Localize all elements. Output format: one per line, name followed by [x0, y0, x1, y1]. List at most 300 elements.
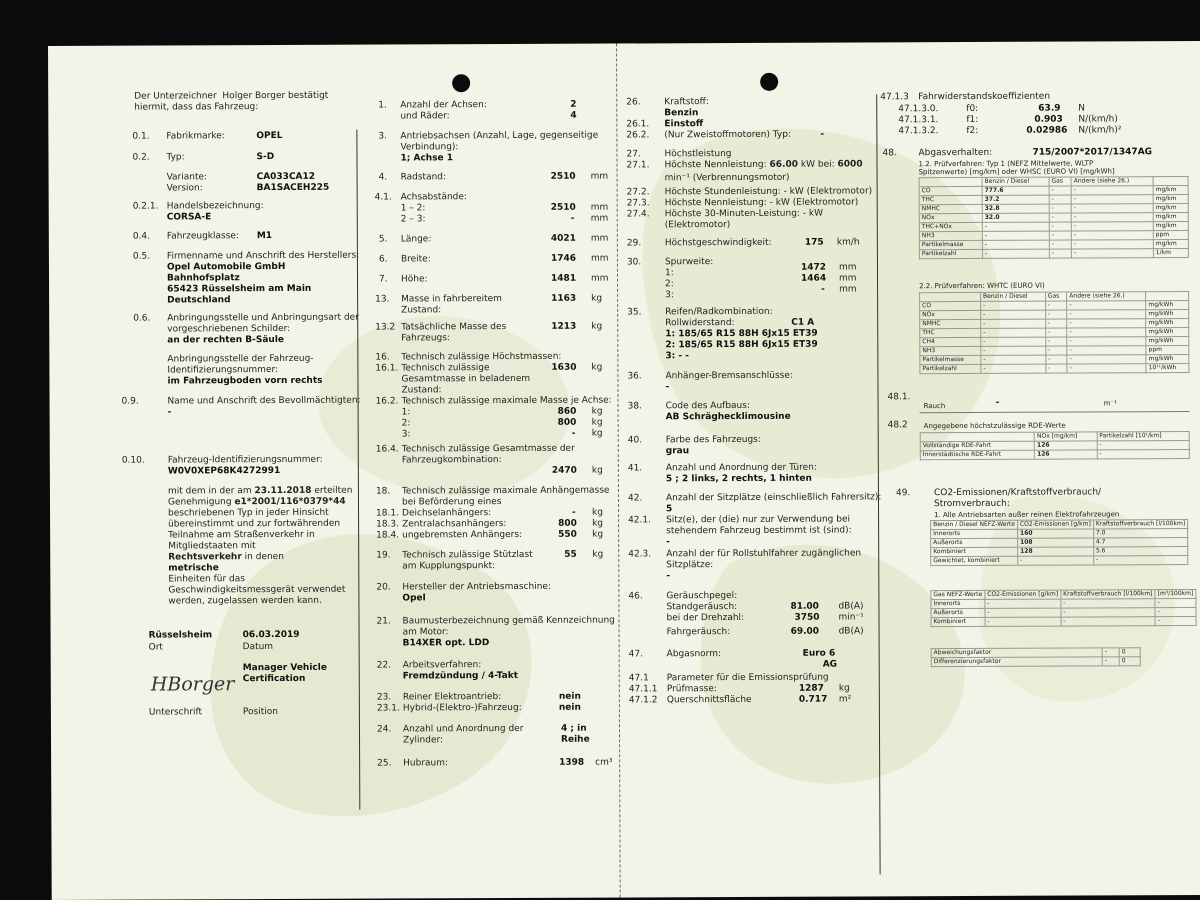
table-cell: - — [982, 240, 1049, 249]
rolling-resistance-value: C1 A — [791, 317, 815, 328]
table-cell: mg/km — [1153, 240, 1188, 249]
unit: km/h — [836, 237, 860, 248]
field-label: Technisch zulässige Stützlast — [402, 549, 533, 561]
noise-value: 69.00 — [790, 626, 820, 637]
unit: mm — [590, 171, 609, 182]
field-number: 0.2.1. — [132, 201, 159, 212]
field-label: Abgasnorm: — [666, 649, 722, 660]
bifuel-type-value: - — [820, 129, 825, 140]
table-row — [931, 657, 1140, 667]
field-label: und Räder: — [400, 111, 450, 122]
field-label: Anzahl und Anordnung der Türen: — [665, 462, 817, 474]
table-cell: - — [981, 355, 1046, 364]
table-cell: - — [1046, 364, 1068, 373]
field-number: 27.4. — [626, 209, 650, 220]
support-load-value: 55 — [564, 549, 577, 560]
field-number: 48.2 — [887, 420, 908, 431]
table-cell: THC+NOx — [919, 222, 982, 231]
table-title: Spitzenwerte) [mg/km] oder WHSC (EURO VI) [mg/kWh] — [918, 167, 1115, 177]
trailer-mass-value: 550 — [558, 529, 577, 540]
field-label: Technisch zulässige Gesamtmasse der — [401, 443, 575, 455]
table-header-cell: Partikelzahl [10¹/km] — [1097, 432, 1190, 441]
table-cell: - — [982, 222, 1049, 231]
tyre-value: 2: 185/65 R15 88H 6Jx15 ET39 — [665, 339, 818, 351]
manufacturer-value: Opel Automobile GmbH — [166, 261, 286, 273]
registration-certificate — [48, 41, 1200, 900]
unit: kg — [591, 428, 603, 439]
field-label: 3: — [665, 290, 674, 301]
table-cell: 0 — [1119, 648, 1140, 657]
field-number: 48. — [882, 148, 897, 159]
field-label: Zustand: — [401, 305, 442, 316]
combination-mass-value: 2470 — [551, 465, 577, 476]
table-cell: - — [985, 608, 1061, 617]
table-cell: Abweichungsfaktor — [931, 648, 1102, 658]
field-label: Arbeitsverfahren: — [402, 660, 482, 671]
unit: mm — [590, 213, 609, 224]
unit: kg — [592, 518, 604, 529]
field-number: 47.1 — [628, 673, 649, 684]
trade-name-value: CORSA-E — [166, 212, 212, 223]
table-cell: - — [1067, 328, 1146, 337]
axle-distance-value: 2510 — [550, 202, 576, 213]
punch-hole-right — [760, 73, 778, 91]
factor-table — [931, 647, 1141, 667]
field-number: 47.1.2 — [628, 695, 658, 706]
unit: m² — [838, 694, 852, 705]
unit: kg — [838, 683, 850, 694]
field-label: (Elektromotor) — [664, 220, 731, 231]
emission-standard-value: Euro 6 — [802, 648, 836, 659]
gross-mass-value: 1630 — [551, 362, 577, 373]
table-cell: NOx — [919, 213, 982, 222]
table-cell: CO — [919, 186, 982, 195]
field-number: 47. — [628, 649, 644, 660]
field-label: Abgasverhalten: — [918, 147, 993, 159]
field-number: 23.1. — [376, 703, 400, 714]
tyre-value: 1: 185/65 R15 88H 6Jx15 ET39 — [665, 328, 818, 340]
version-value: BA1SACEH225 — [256, 182, 330, 194]
trailer-mass-value: - — [572, 507, 576, 518]
table-row — [931, 616, 1196, 626]
noise-rpm-value: 3750 — [794, 612, 820, 623]
table-cell: mg/kWh — [1146, 301, 1189, 310]
field-label: 1: — [664, 268, 674, 279]
trailer-brake-value: - — [665, 382, 670, 393]
field-label: Version: — [166, 183, 203, 194]
table-header-cell — [920, 432, 1034, 441]
field-number: 13. — [375, 294, 390, 305]
field-label: Achsabstände: — [400, 192, 467, 203]
table-header-row — [920, 432, 1189, 442]
table-cell: 128 — [1018, 547, 1094, 556]
table-cell: THC — [919, 195, 982, 204]
conformity-text: Einheiten für das — [168, 574, 245, 585]
field-number: 47.1.3.1. — [898, 115, 939, 126]
pure-electric-value: nein — [558, 691, 581, 702]
field-label: 2 – 3: — [400, 214, 426, 225]
table-cell: - — [981, 337, 1046, 346]
field-label: Technisch zulässige maximale Masse je Achse: — [401, 395, 612, 407]
table-cell: - — [1045, 337, 1067, 346]
table-row — [931, 556, 1188, 566]
manufacturer-value: Bahnhofsplatz — [166, 273, 240, 284]
field-label: vorgeschriebenen Schilder: — [167, 323, 291, 335]
field-label: Länge: — [400, 234, 432, 245]
table-cell: - — [981, 328, 1046, 337]
field-number: 27. — [626, 149, 641, 160]
field-number: 35. — [627, 307, 642, 318]
field-label: Fahrgeräusch: — [666, 627, 731, 638]
axle-mass-value: 800 — [557, 417, 577, 428]
table-title: 2.2. Prüfverfahren: WHTC (EURO VI) — [919, 281, 1045, 291]
tyre-value: 3: - - — [665, 351, 689, 362]
table-cell: 0 — [1119, 657, 1140, 666]
manufacturer-value: Deutschland — [167, 295, 231, 306]
signature-label: Unterschrift — [148, 707, 203, 718]
field-number: 27.1. — [626, 160, 650, 171]
place-label: Ort — [148, 642, 163, 653]
table-cell: - — [1067, 364, 1146, 373]
co2-table-petrol — [930, 519, 1188, 566]
table-cell: - — [1155, 607, 1196, 616]
field-number: 13.2 — [375, 322, 396, 333]
date-value: 06.03.2019 — [242, 629, 300, 641]
field-number: 24. — [376, 724, 392, 735]
field-number: 20. — [376, 582, 391, 593]
field-label: Baumusterbezeichnung gemäß Kennzeichnung — [402, 615, 615, 627]
field-number: 18. — [375, 486, 391, 497]
field-label: Verbindung): — [400, 142, 459, 153]
field-label: Geräuschpegel: — [666, 590, 738, 602]
field-label: Prüfmasse: — [666, 684, 717, 695]
table-cell: 7.0 — [1093, 529, 1187, 538]
field-number: 26.1. — [626, 119, 650, 130]
unit: kg — [591, 362, 603, 373]
variant-value: CA033CA12 — [256, 171, 316, 183]
table-cell: - — [1061, 599, 1155, 608]
unit: N/(km/h) — [1078, 114, 1118, 125]
table-cell: - — [1071, 204, 1153, 213]
table-cell: mg/kWh — [1146, 319, 1189, 328]
table-cell: mg/kWh — [1146, 337, 1189, 346]
table-cell: - — [1067, 319, 1146, 328]
width-value: 1746 — [550, 253, 577, 264]
field-label: Hersteller der Antriebsmaschine: — [402, 581, 551, 593]
field-number: 0.4. — [132, 231, 151, 242]
field-number: 23. — [376, 692, 392, 703]
field-number: 47.1.3.0. — [898, 104, 939, 115]
table-header-cell: Gas — [1045, 292, 1067, 301]
field-label: Radstand: — [400, 172, 447, 183]
field-label: Stromverbrauch: — [933, 498, 1010, 510]
field-number: 25. — [377, 758, 392, 769]
table-cell: - — [1093, 556, 1187, 565]
table-cell: Partikelzahl — [919, 249, 982, 258]
unit: kg — [591, 406, 603, 417]
field-number: 26. — [626, 97, 641, 108]
table-cell: - — [985, 599, 1061, 608]
table-cell: NH3 — [919, 231, 982, 240]
table-cell: Partikelzahl — [920, 364, 981, 373]
field-number: 16.4. — [375, 444, 399, 455]
table-header-cell: Benzin / Diesel — [982, 177, 1049, 186]
table-cell: - — [1045, 310, 1067, 319]
date-label: Datum — [242, 642, 274, 653]
table-cell: - — [1049, 222, 1071, 231]
table-cell: - — [1071, 222, 1153, 231]
field-label: Standgeräusch: — [666, 601, 738, 613]
table-cell: - — [1067, 346, 1146, 355]
emissions-table-whtc — [919, 291, 1189, 374]
field-label: bei Beförderung eines — [401, 497, 502, 508]
rde-table — [920, 431, 1190, 460]
field-label: Sitz(e), der (die) nur zur Verwendung bei — [666, 514, 851, 526]
field-number: 7. — [379, 274, 388, 285]
table-cell: - — [1045, 328, 1067, 337]
table-cell: CH4 — [920, 337, 981, 346]
field-label: (Nur Zweistoffmotoren) Typ: — [664, 129, 792, 141]
field-label: Fahrzeugkombination: — [401, 455, 502, 466]
unit: mm — [839, 273, 857, 284]
field-number: 21. — [376, 616, 391, 627]
field-label: Fahrzeugklasse: — [166, 231, 239, 242]
conformity-text: Teilnahme am Straßenverkehr in — [168, 529, 315, 541]
unit: min⁻¹ — [838, 612, 864, 623]
field-label: Höchste Nennleistung: 66.00 kW bei: 6000 — [664, 159, 863, 171]
field-label: Hubraum: — [403, 758, 449, 769]
field-label: Reifen/Radkombination: — [665, 306, 773, 318]
table-header-cell: Benzin / Diesel — [981, 292, 1046, 301]
table-cell: - — [982, 231, 1049, 240]
field-label: Farbe des Fahrzeugs: — [665, 434, 761, 446]
conformity-text: Geschwindigkeitsmessgerät verwendet — [168, 584, 346, 596]
position-value: Manager Vehicle — [242, 662, 327, 674]
field-number: 30. — [626, 257, 642, 268]
field-label: Zustand: — [401, 385, 442, 396]
table-cell: - — [1067, 337, 1146, 346]
table-cell: - — [1072, 240, 1154, 249]
field-number: 19. — [376, 550, 391, 561]
punch-hole-left — [452, 74, 470, 92]
field-label: Rollwiderstand: — [665, 318, 735, 329]
table-cell: - — [1097, 441, 1190, 450]
table-row — [920, 364, 1189, 374]
field-label: Gesamtmasse in beladenem — [401, 373, 531, 385]
table-cell: mg/kWh — [1146, 328, 1189, 337]
table-header-cell — [919, 177, 982, 186]
table-cell: mg/km — [1153, 195, 1188, 204]
unit: mm — [839, 284, 857, 295]
vin-value: W0V0XEP68K4272991 — [167, 465, 281, 477]
height-value: 1481 — [550, 273, 577, 284]
field-label: Höchste 30-Minuten-Leistung: - kW — [664, 208, 824, 220]
place-value: Rüsselsheim — [148, 630, 213, 641]
table-header-cell: Andere (siehe 26.) — [1067, 292, 1146, 301]
field-label: Zentralachsanhängers: — [402, 519, 507, 530]
co2-table-gas — [930, 589, 1196, 627]
table-cell: - — [1072, 249, 1154, 258]
smoke-value: - — [995, 397, 1000, 408]
manufacturer-value: 65423 Rüsselsheim am Main — [167, 283, 312, 295]
table-header-cell: Kraftstoffverbrauch [l/100km] — [1093, 520, 1187, 529]
field-label: Deichselanhängers: — [402, 508, 492, 519]
field-number: 0.1. — [132, 131, 150, 142]
table-cell: Kombiniert — [931, 617, 985, 626]
table-cell: - — [1067, 355, 1146, 364]
table-cell: 37.2 — [982, 195, 1049, 204]
fuel-mode-value: Einstoff — [664, 119, 704, 130]
actual-mass-value: 1213 — [551, 321, 577, 332]
table-cell: 777.6 — [982, 186, 1049, 195]
table-cell: - — [1071, 231, 1153, 240]
table-cell: 5.6 — [1093, 547, 1187, 556]
field-label: 1: — [401, 407, 411, 418]
field-label: Anzahl und Anordnung der — [402, 723, 524, 735]
table-cell: mg/kWh — [1146, 355, 1189, 364]
emission-directive-value: 715/2007*2017/1347AG — [1032, 147, 1153, 158]
hybrid-value: nein — [558, 702, 581, 713]
table-cell: Vollständige RDE-Fahrt — [920, 441, 1034, 450]
field-label: Tatsächliche Masse des — [401, 322, 507, 333]
unit: dB(A) — [838, 626, 864, 637]
representative-value: - — [167, 407, 172, 418]
table-cell: mg/km — [1153, 186, 1188, 195]
table-cell: - — [981, 319, 1046, 328]
field-label: Handelsbezeichnung: — [166, 201, 264, 212]
field-label: Höchstgeschwindigkeit: — [664, 237, 772, 249]
table-cell: - — [1049, 195, 1071, 204]
table-cell: THC — [920, 328, 981, 337]
field-label: Höhe: — [401, 274, 428, 285]
field-label: Antriebsachsen (Anzahl, Lage, gegenseitige — [400, 130, 599, 142]
field-label: Fahrwiderstandskoeffizienten — [918, 91, 1051, 103]
field-label: am Motor: — [402, 627, 449, 638]
field-label: Identifizierungsnummer: — [167, 364, 279, 376]
table-cell: Gewichtet, kombiniert — [931, 556, 1018, 565]
unit: mm — [590, 202, 609, 213]
field-number: 5. — [378, 234, 388, 245]
table-cell: NH3 — [920, 346, 981, 355]
table-header-cell: Gas — [1049, 177, 1071, 186]
table-header-cell — [1146, 292, 1189, 301]
table-cell: Kombiniert — [931, 547, 1018, 556]
table-cell: Partikelmasse — [920, 355, 981, 364]
table-cell: 108 — [1018, 538, 1094, 547]
field-number: 18.3. — [376, 519, 400, 530]
field-number: 4.1. — [374, 192, 392, 203]
field-label: am Kupplungspunkt: — [402, 561, 496, 572]
displacement-value: 1398 — [559, 757, 585, 768]
field-number: 22. — [376, 660, 392, 671]
table-cell: - — [1049, 204, 1071, 213]
table-cell: - — [1071, 195, 1153, 204]
field-label: Reiner Elektroantrieb: — [402, 692, 502, 703]
field-number: 46. — [628, 591, 643, 602]
f0-value: 63.9 — [1038, 103, 1061, 114]
make-value: OPEL — [256, 130, 283, 142]
position-label: Position — [242, 707, 278, 718]
field-label: Technisch zulässige maximale Anhängemasse — [401, 485, 610, 497]
table-cell: NMHC — [920, 319, 981, 328]
field-number: 0.2. — [132, 152, 150, 163]
table-cell: - — [1045, 301, 1067, 310]
table-cell: NMHC — [919, 204, 982, 213]
unit: kg — [591, 293, 603, 304]
table-cell: NOx — [920, 310, 981, 319]
field-label: Typ: — [166, 152, 185, 163]
field-number: 6. — [378, 254, 388, 265]
track-value: 1464 — [801, 273, 827, 284]
table-cell: Außerorts — [931, 608, 985, 617]
unit: mm — [590, 233, 609, 244]
table-cell: 126 — [1035, 450, 1097, 459]
frontal-area-value: 0.717 — [798, 694, 828, 705]
plate-location-value: an der rechten B-Säule — [167, 334, 285, 346]
field-label: Höchstleistung — [664, 149, 732, 160]
table-cell: - — [1049, 240, 1071, 249]
track-value: - — [821, 284, 825, 295]
track-value: 1472 — [800, 262, 827, 273]
table-cell: - — [1046, 355, 1068, 364]
table-row — [920, 450, 1189, 460]
field-label: f0: — [966, 103, 979, 114]
table-title: 1.2. Prüfverfahren: Typ 1 (NEFZ Mittelwerte, WLTP — [918, 159, 1094, 169]
table-cell: - — [1067, 301, 1146, 310]
conformity-text: beschriebenen Typ in jeder Hinsicht — [168, 507, 329, 519]
field-label: Fabrikmarke: — [166, 131, 225, 142]
unit: N — [1078, 103, 1086, 114]
field-number: 48.1. — [887, 392, 911, 403]
table-cell: ppm — [1153, 231, 1188, 240]
axle-mass-value: 860 — [557, 406, 577, 417]
conformity-text: werden, zugelassen werden kann. — [168, 595, 322, 607]
field-label: Anzahl der Sitzplätze (einschließlich Fahrersitz): — [665, 492, 882, 504]
table-cell: Differenzierungsfaktor — [931, 657, 1102, 667]
table-cell: 32.0 — [982, 213, 1049, 222]
test-mass-value: 1287 — [798, 683, 824, 694]
field-number: 36. — [627, 371, 642, 382]
table-cell: mg/km — [1153, 204, 1188, 213]
unit: mm — [838, 262, 857, 273]
field-label: Anbringungsstelle und Anbringungsart der — [167, 312, 359, 324]
table-header-cell: Benzin / Diesel NEFZ-Werte — [931, 520, 1018, 529]
field-label: 1 – 2: — [400, 203, 426, 214]
field-number: 3. — [378, 131, 388, 142]
field-number: 40. — [627, 435, 643, 446]
table-cell: - — [1097, 450, 1190, 459]
field-number: 49. — [895, 488, 911, 499]
table-cell: CO — [920, 301, 981, 310]
unit: kg — [591, 465, 603, 476]
cylinders-value: Reihe — [561, 734, 590, 745]
unit: kg — [592, 507, 604, 518]
field-number: 42.3. — [628, 549, 652, 560]
table-cell: - — [981, 364, 1046, 373]
unit: cm³ — [595, 757, 613, 768]
field-number: 26.2. — [626, 130, 650, 141]
field-number: 29. — [626, 238, 642, 249]
field-label: Anzahl der für Rollstuhlfahrer zugänglichen — [666, 548, 862, 560]
cylinders-value: 4 ; in — [560, 723, 587, 734]
field-number: 42.1. — [628, 515, 652, 526]
color-value: grau — [665, 446, 690, 457]
axles-value: 2 — [570, 99, 577, 110]
unit: dB(A) — [838, 601, 864, 612]
table-header-cell: Andere (siehe 26.) — [1071, 177, 1153, 186]
field-label: Firmenname und Anschrift des Herstellers: — [166, 250, 360, 262]
table-cell: Innerorts — [931, 599, 985, 608]
